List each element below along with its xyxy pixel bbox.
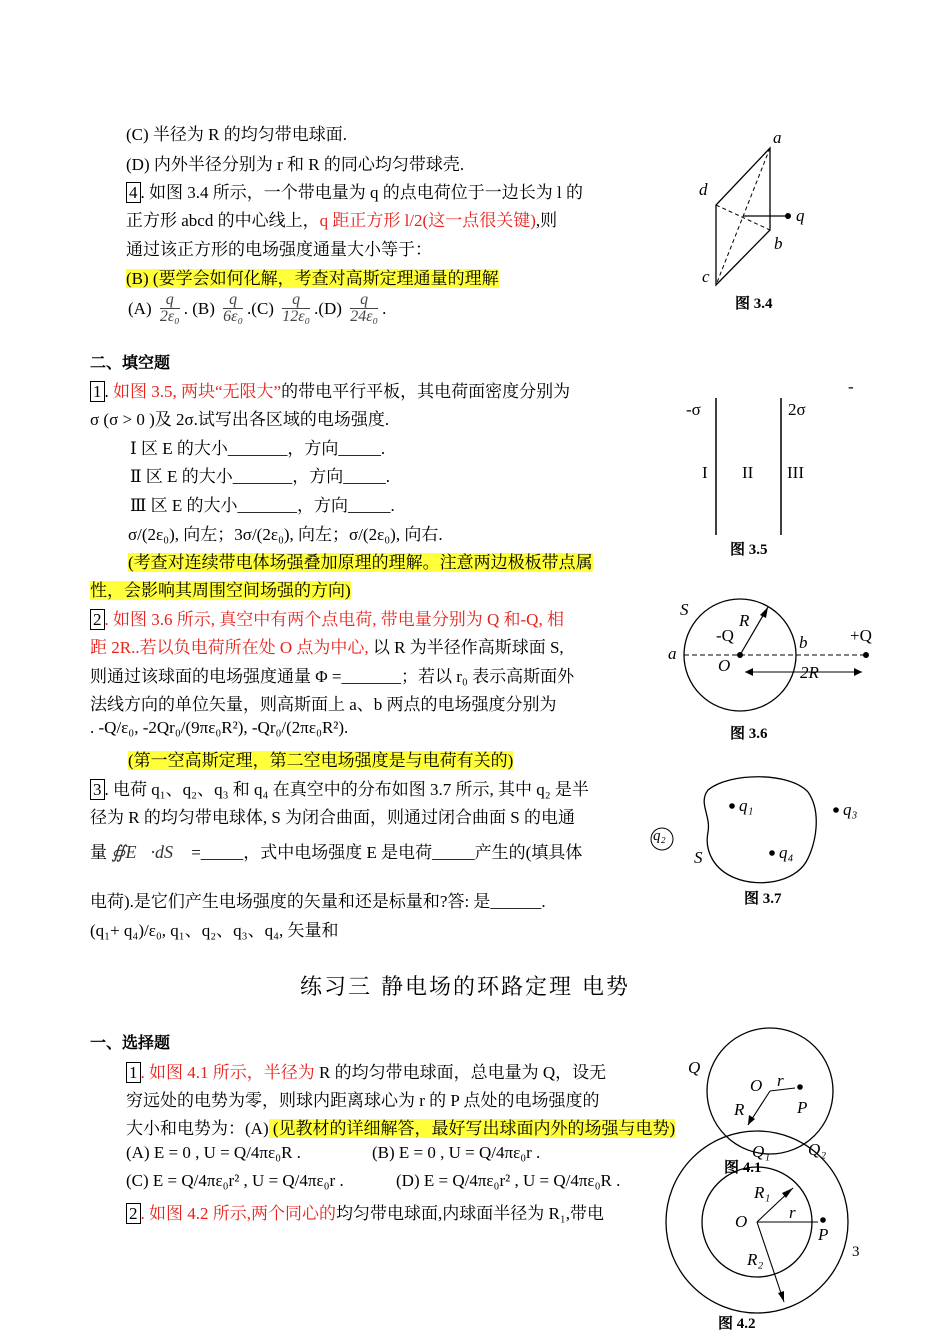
label-S: S bbox=[694, 848, 703, 867]
label-R2: R₂ bbox=[747, 1250, 764, 1269]
fill-2-line2: 距 2R..若以负电荷所在处 O 点为中心, 以 R 为半径作高斯球面 S, bbox=[90, 638, 564, 657]
fill-1-region3: Ⅲ 区 E 的大小_______，方向_____. bbox=[130, 496, 395, 515]
label-b: b bbox=[799, 633, 808, 652]
label-q1: q₁ bbox=[739, 796, 754, 815]
fill-3-line2: 径为 R 的均匀带电球体, S 为闭合曲面，则通过闭合曲面 S 的电通 bbox=[90, 808, 575, 827]
exercise-3-title: 练习三 静电场的环路定理 电势 bbox=[300, 975, 630, 1000]
fill-1-line1: 1 . 如图 3.5, 两块“无限大”的带电平行平板，其电荷面密度分别为 bbox=[90, 377, 570, 402]
choice-2-line1: 2 . 如图 4.2 所示,两个同心的均匀带电球面,内球面半径为 R₁,带电 bbox=[126, 1199, 604, 1224]
fraction-d: $\frac{q}{\text{24ε₀}}$ bbox=[350, 291, 379, 325]
fill-1-note2: 性，会影响其周围空间场强的方向) bbox=[90, 581, 351, 600]
choice-1-option-a: (A) E = 0 , U = Q/4πε₀R . bbox=[126, 1143, 301, 1162]
question-number: 1 bbox=[90, 381, 105, 402]
option-c: (C) 半径为 R 的均匀带电球面. bbox=[126, 125, 347, 144]
question-4-line2: 正方形 abcd 的中心线上，q 距正方形 l/2(这一点很关键),则 bbox=[126, 211, 558, 230]
label-R: R bbox=[734, 1100, 745, 1119]
fill-1-region2: Ⅱ 区 E 的大小_______，方向_____. bbox=[130, 467, 390, 486]
label-r: r bbox=[789, 1203, 796, 1222]
choice-1-option-b: (B) E = 0 , U = Q/4πε₀r . bbox=[372, 1143, 541, 1162]
label-Q: Q bbox=[688, 1058, 701, 1077]
fill-1-answer: σ/(2ε₀), 向左；3σ/(2ε₀), 向左；σ/(2ε₀), 向右. bbox=[128, 525, 443, 544]
question-4-line1: 4 . 如图 3.4 所示，一个带电量为 q 的点电荷位于一边长为 l 的 bbox=[126, 178, 583, 203]
fill-3-line1: 3 . 电荷 q₁、q₂、q₃ 和 q₄ 在真空中的分布如图 3.7 所示, 其中 q₂ 是半 bbox=[90, 775, 589, 800]
key-note: q 距正方形 l/2(这一点很关键) bbox=[319, 211, 536, 230]
label-q2: q₂ bbox=[653, 828, 666, 844]
question-number: 1 bbox=[126, 1062, 141, 1083]
surface-integral: ∯E⃗·dS⃗ bbox=[111, 842, 187, 862]
label-O: O bbox=[718, 656, 731, 675]
label-Q1: Q₁ bbox=[752, 1142, 771, 1161]
question-number: 3 bbox=[90, 779, 105, 800]
label-q: q bbox=[796, 206, 805, 225]
label-Q2: Q₂ bbox=[808, 1140, 827, 1159]
fill-1-line2: σ (σ > 0 )及 2σ.试写出各区域的电场强度. bbox=[90, 410, 390, 429]
fill-1-dash: - bbox=[848, 377, 854, 396]
section-fill-in: 二、填空题 bbox=[90, 353, 171, 372]
option-d: (D) 内外半径分别为 r 和 R 的同心均匀带球壳. bbox=[126, 155, 465, 174]
fill-1-note1: (考查对连续带电体场强叠加原理的理解。注意两边极板带点属 bbox=[128, 553, 593, 572]
label-2R: 2R bbox=[800, 663, 819, 682]
choice-1-option-d: (D) E = Q/4πε₀r² , U = Q/4πε₀R . bbox=[396, 1171, 621, 1190]
label-r: r bbox=[777, 1071, 784, 1090]
label-two-sigma: 2σ bbox=[788, 400, 806, 419]
fill-2-note: (第一空高斯定理，第二空电场强度是与电荷有关的) bbox=[128, 751, 514, 770]
question-number: 4 bbox=[126, 182, 141, 203]
fill-2-line1: 2 . 如图 3.6 所示, 真空中有两个点电荷, 带电量分别为 Q 和-Q, 相 bbox=[90, 605, 564, 630]
figure-4-2-caption: 图 4.2 bbox=[718, 1316, 756, 1332]
label-O: O bbox=[750, 1076, 763, 1095]
label-plus-Q: +Q bbox=[850, 626, 872, 645]
label-P: P bbox=[797, 1098, 808, 1117]
fill-3-line4: 电荷).是它们产生电场强度的矢量和还是标量和?答: 是______. bbox=[90, 892, 546, 911]
figure-4-1-caption: 图 4.1 bbox=[724, 1160, 762, 1176]
figure-3-4-caption: 图 3.4 bbox=[735, 296, 773, 312]
choice-1-line1: 1 . 如图 4.1 所示，半径为 R 的均匀带电球面，总电量为 Q，设无 bbox=[126, 1058, 606, 1083]
figure-3-7-caption: 图 3.7 bbox=[744, 891, 782, 907]
label-d: d bbox=[699, 180, 708, 199]
fraction-a: $\frac{q}{\text{2ε₀}}$ bbox=[159, 291, 180, 325]
figure-3-6-caption: 图 3.6 bbox=[730, 726, 768, 742]
label-q3: q₃ bbox=[843, 800, 858, 819]
label-minus-Q: -Q bbox=[716, 626, 734, 645]
fill-1-region1: Ⅰ 区 E 的大小_______，方向_____. bbox=[130, 439, 386, 458]
question-4-options: (A) $\frac{q}{\text{2ε₀}}$ . (B) $\frac{q}{\text{6ε₀}}$ .(C) $\frac{q}{\text{12ε₀}}$ .(D) $\frac{q}{\text{24ε₀}}$ . bbox=[128, 291, 387, 325]
fill-3-line3: 量 ∯E⃗·dS⃗ =_____，式中电场强度 E 是电荷_____产生的(填具体 bbox=[90, 842, 583, 862]
label-c: c bbox=[702, 267, 710, 286]
choice-1-line2: 穷远处的电势为零，则球内距离球心为 r 的 P 点处的电场强度的 bbox=[126, 1091, 600, 1110]
label-region-1: I bbox=[702, 463, 708, 482]
label-R: R bbox=[739, 611, 750, 630]
section-choice: 一、选择题 bbox=[90, 1033, 171, 1052]
label-O: O bbox=[735, 1212, 748, 1231]
label-S: S bbox=[680, 600, 689, 619]
page-number: 3 bbox=[852, 1244, 860, 1260]
fill-2-answer: . -Q/ε₀, -2Qr₀/(9πε₀R²), -Qr₀/(2πε₀R²). bbox=[90, 718, 349, 737]
fill-2-line4: 法线方向的单位矢量，则高斯面上 a、b 两点的电场强度分别为 bbox=[90, 695, 557, 714]
fill-2-line3: 则通过该球面的电场强度通量 Φ =_______；若以 r₀ 表示高斯面外 bbox=[90, 667, 575, 686]
label-q4: q₄ bbox=[779, 843, 794, 862]
label-a: a bbox=[773, 128, 782, 147]
choice-1-line3: 大小和电势为：(A) (见教材的详细解答，最好写出球面内外的场强与电势) bbox=[126, 1119, 676, 1138]
question-number: 2 bbox=[90, 609, 105, 630]
label-R1: R₁ bbox=[754, 1183, 771, 1202]
question-4-answer: (B) (要学会如何化解，考查对高斯定理通量的理解 bbox=[126, 269, 499, 288]
label-minus-sigma: -σ bbox=[686, 400, 701, 419]
fill-3-answer: (q₁+ q₄)/ε₀, q₁、q₂、q₃、q₄, 矢量和 bbox=[90, 921, 339, 940]
label-region-2: II bbox=[742, 463, 754, 482]
label-a: a bbox=[668, 644, 677, 663]
label-region-3: III bbox=[787, 463, 804, 482]
question-4-line3: 通过该正方形的电场强度通量大小等于： bbox=[126, 240, 432, 259]
label-b: b bbox=[774, 234, 783, 253]
figure-3-5-caption: 图 3.5 bbox=[730, 542, 768, 558]
label-P: P bbox=[818, 1225, 829, 1244]
fraction-c: $\frac{q}{\text{12ε₀}}$ bbox=[282, 291, 311, 325]
choice-1-option-c: (C) E = Q/4πε₀r² , U = Q/4πε₀r . bbox=[126, 1171, 344, 1190]
question-number: 2 bbox=[126, 1203, 141, 1224]
fraction-b: $\frac{q}{\text{6ε₀}}$ bbox=[223, 291, 244, 325]
